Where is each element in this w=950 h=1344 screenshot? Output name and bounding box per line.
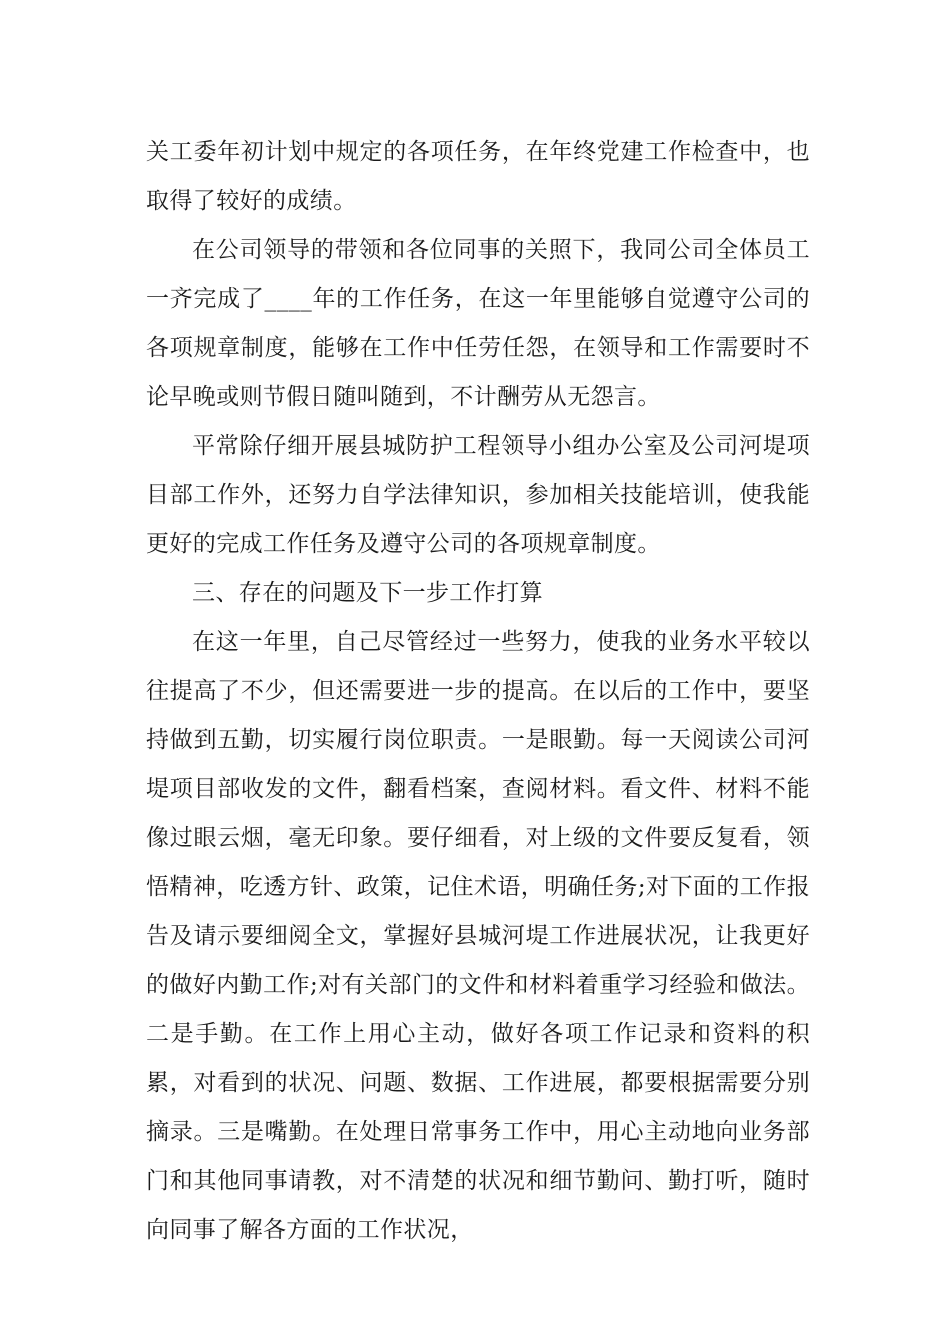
section-heading-problems: 三、存在的问题及下一步工作打算 bbox=[192, 580, 543, 606]
paragraph-continuation: 关工委年初计划中规定的各项任务，在年终党建工作检查中，也取得了较好的成绩。 bbox=[146, 139, 810, 214]
paragraph-improvement-plan: 在这一年里，自己尽管经过一些努力，使我的业务水平较以往提高了不少，但还需要进一步的提高。在以后的工作中，要坚持做到五勤，切实履行岗位职责。一是眼勤。每一天阅读公司河堤项目部收发的文件，翻看档案，查阅材料。看文件、材料不能像过眼云烟，毫无印象。要仔细看，对上级的文件要反复看，领悟精神，吃透方针、政策，记住术语，明确任务;对下面的工作报告及请示要细阅全文，掌握好县城河堤工作进展状况，让我更好的做好内勤工作;对有关部门的文件和材料着重学习经验和做法。二是手勤。在工作上用心主动，做好各项工作记录和资料的积累，对看到的状况、问题、数据、工作进展，都要根据需要分别摘录。三是嘴勤。在处理日常事务工作中，用心主动地向业务部门和其他同事请教，对不清楚的状况和细节勤问、勤打听，随时向同事了解各方面的工作状况， bbox=[146, 629, 810, 1243]
paragraph-self-study: 平常除仔细开展县城防护工程领导小组办公室及公司河堤项目部工作外，还努力自学法律知识，参加相关技能培训，使我能更好的完成工作任务及遵守公司的各项规章制度。 bbox=[146, 433, 810, 557]
paragraph-company-work: 在公司领导的带领和各位同事的关照下，我同公司全体员工一齐完成了____年的工作任务，在这一年里能够自觉遵守公司的各项规章制度，能够在工作中任劳任怨，在领导和工作需要时不论早晚或则节假日随叫随到，不计酬劳从无怨言。 bbox=[146, 237, 810, 410]
document-body bbox=[146, 128, 810, 1255]
